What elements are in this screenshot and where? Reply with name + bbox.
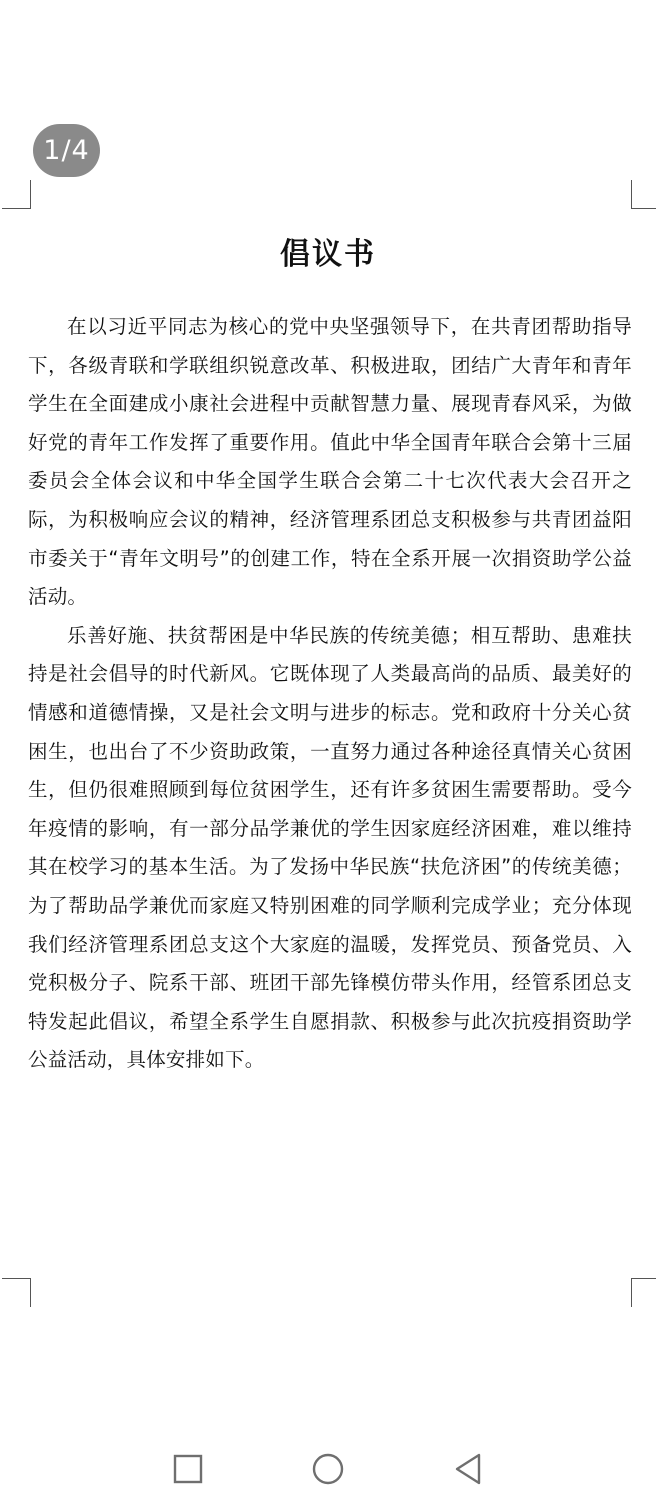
triangle-back-icon: [452, 1452, 486, 1486]
document-title: 倡议书: [280, 237, 376, 272]
paragraph-1: 在以习近平同志为核心的党中央坚强领导下，在共青团帮助指导下，各级青联和学联组织锐意改革、积极进取，团结广大青年和青年学生在全面建成小康社会进程中贡献智慧力量、展现青春风采，为做好党的青年工作发挥了重要作用。值此中华全国青年联合会第十三届委员会全体会议和中华全国学生联合会第二十七次代表大会召开之际，为积极响应会议的精神，经济管理系团总支积极参与共青团益阳市委关于“青年文明号”的创建工作，特在全系开展一次捐资助学公益活动。: [28, 315, 632, 609]
page-corner-mark-top-left: [2, 180, 31, 209]
page-corner-mark-bottom-left: [2, 1278, 31, 1307]
page-corner-mark-top-right: [631, 180, 656, 209]
home-button[interactable]: [311, 1452, 345, 1486]
page-indicator: 1/4: [33, 124, 100, 177]
page-corner-mark-bottom-right: [631, 1278, 656, 1307]
paragraph-2: 乐善好施、扶贫帮困是中华民族的传统美德；相互帮助、患难扶持是社会倡导的时代新风。它既体现了人类最高尚的品质、最美好的情感和道德情操，又是社会文明与进步的标志。党和政府十分关心贫困生，也出台了不少资助政策，一直努力通过各种途径真情关心贫困生，但仍很难照顾到每位贫困学生，还有许多贫困生需要帮助。受今年疫情的影响，有一部分品学兼优的学生因家庭经济困难，难以维持其在校学习的基本生活。为了发扬中华民族“扶危济困”的传统美德；为了帮助品学兼优而家庭又特别困难的同学顺利完成学业；充分体现我们经济管理系团总支这个大家庭的温暖，发挥党员、预备党员、入党积极分子、院系干部、班团干部先锋模仿带头作用，经管系团总支特发起此倡议，希望全系学生自愿捐款、积极参与此次抗疫捐资助学公益活动，具体安排如下。: [28, 623, 632, 1072]
circle-icon: [311, 1452, 345, 1486]
document-body: [28, 308, 632, 1080]
system-navigation-bar: [0, 1430, 656, 1506]
recent-apps-button[interactable]: [171, 1452, 205, 1486]
square-icon: [171, 1452, 205, 1486]
back-button[interactable]: [452, 1452, 486, 1486]
